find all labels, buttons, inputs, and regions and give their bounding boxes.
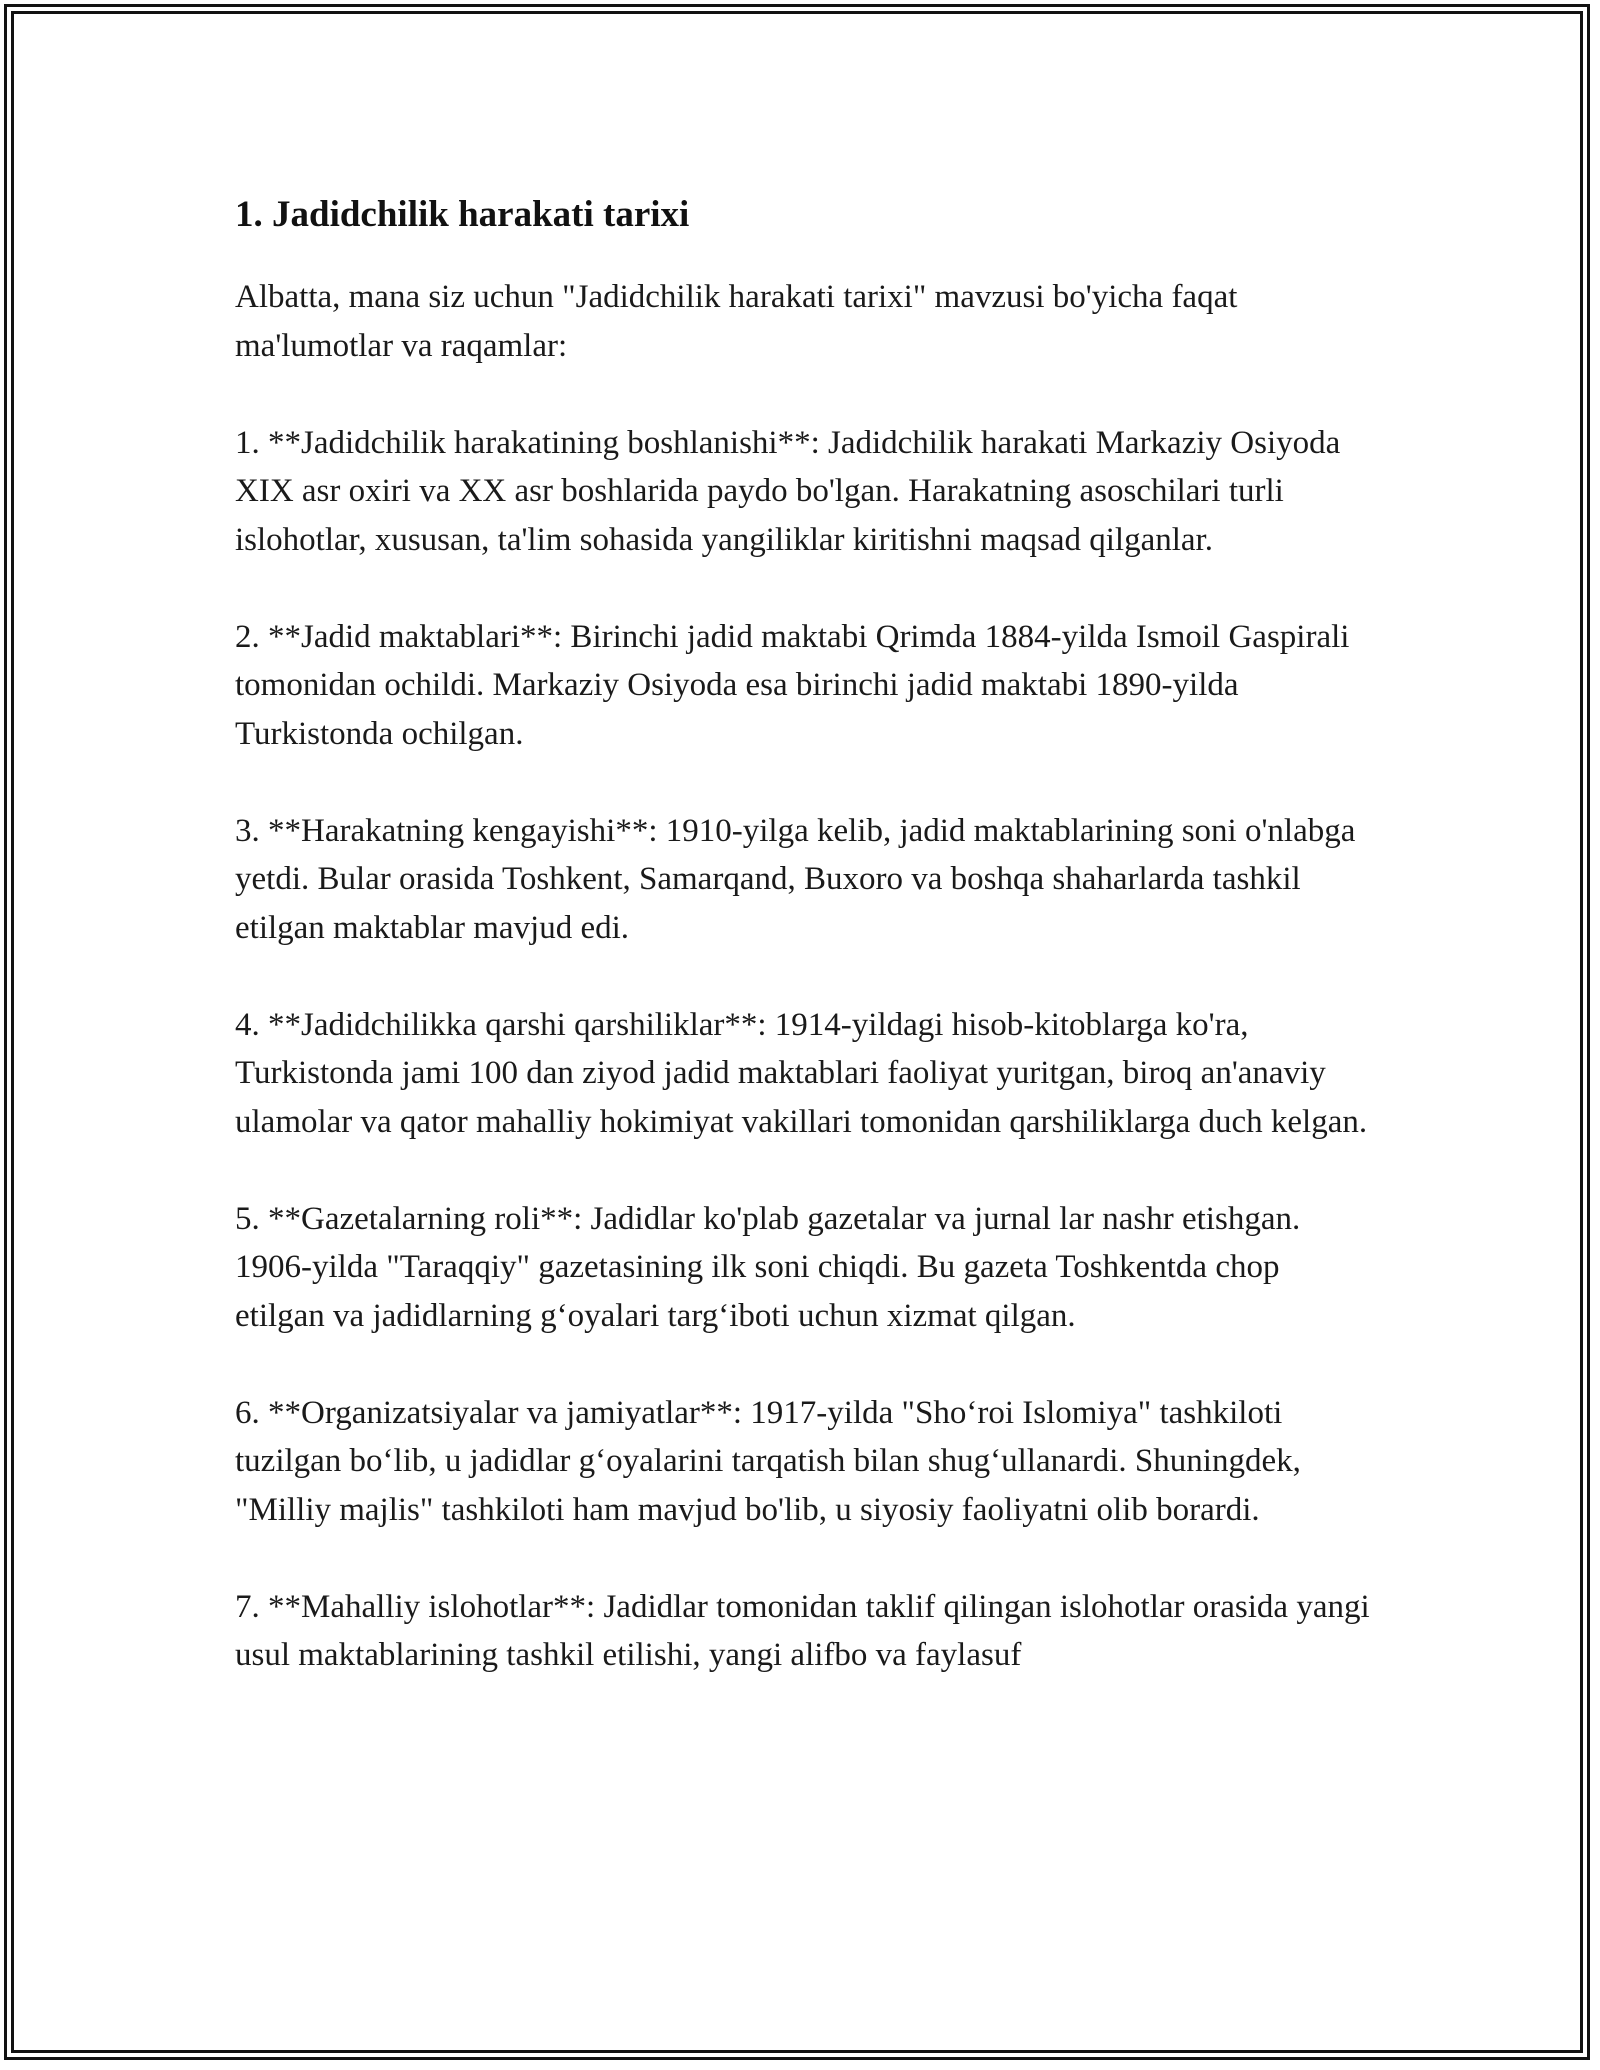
list-item: 1. **Jadidchilik harakatining boshlanishi**: Jadidchilik harakati Markaziy Osiyoda XIX asr oxiri va XX asr boshlarida paydo bo'lgan. Harakatning asoschilari turli islohotlar, xususan, ta'lim sohasida yangiliklar kiritishni maqsad qilganlar. [235,424,1341,558]
list-item: 7. **Mahalliy islohotlar**: Jadidlar tomonidan taklif qilingan islohotlar orasida yangi usul maktablarining tashkil etilishi, yangi alifbo va faylasuf [235,1588,1370,1673]
list-item: 3. **Harakatning kengayishi**: 1910-yilga kelib, jadid maktablarining soni o'nlabga yetdi. Bular orasida Toshkent, Samarqand, Buxoro va boshqa shaharlarda tashkil etilgan maktablar mavjud edi. [235,812,1356,946]
list-item: 5. **Gazetalarning roli**: Jadidlar ko'plab gazetalar va jurnal lar nashr etishgan. 1906-yilda "Taraqqiy" gazetasining ilk soni chiqdi. Bu gazeta Toshkentda chop etilgan va jadidlarning g‘oyalari targ‘iboti uchun xizmat qilgan. [235,1200,1301,1334]
list-item: 6. **Organizatsiyalar va jamiyatlar**: 1917-yilda "Sho‘roi Islomiya" tashkiloti tuzilgan bo‘lib, u jadidlar g‘oyalarini tarqatish bilan shug‘ullanardi. Shuningdek, "Milliy majlis" tashkiloti ham mavjud bo'lib, u siyosiy faoliyatni olib borardi. [235,1394,1301,1528]
list-item: 4. **Jadidchilikka qarshi qarshiliklar**: 1914-yildagi hisob-kitoblarga ko'ra, Turkistonda jami 100 dan ziyod jadid maktablari faoliyat yuritgan, biroq an'anaviy ulamolar va qator mahalliy hokimiyat vakillari tomonidan qarshiliklarga duch kelgan. [235,1006,1368,1140]
intro-paragraph: Albatta, mana siz uchun "Jadidchilik harakati tarixi" mavzusi bo'yicha faqat ma'lumotlar va raqamlar: [235,279,1238,364]
document-title: 1. Jadidchilik harakati tarixi [235,194,690,235]
document-body [235,185,1375,1728]
list-item: 2. **Jadid maktablari**: Birinchi jadid maktabi Qrimda 1884-yilda Ismoil Gaspirali tomonidan ochildi. Markaziy Osiyoda esa birinchi jadid maktabi 1890-yilda Turkistonda ochilgan. [235,618,1350,752]
